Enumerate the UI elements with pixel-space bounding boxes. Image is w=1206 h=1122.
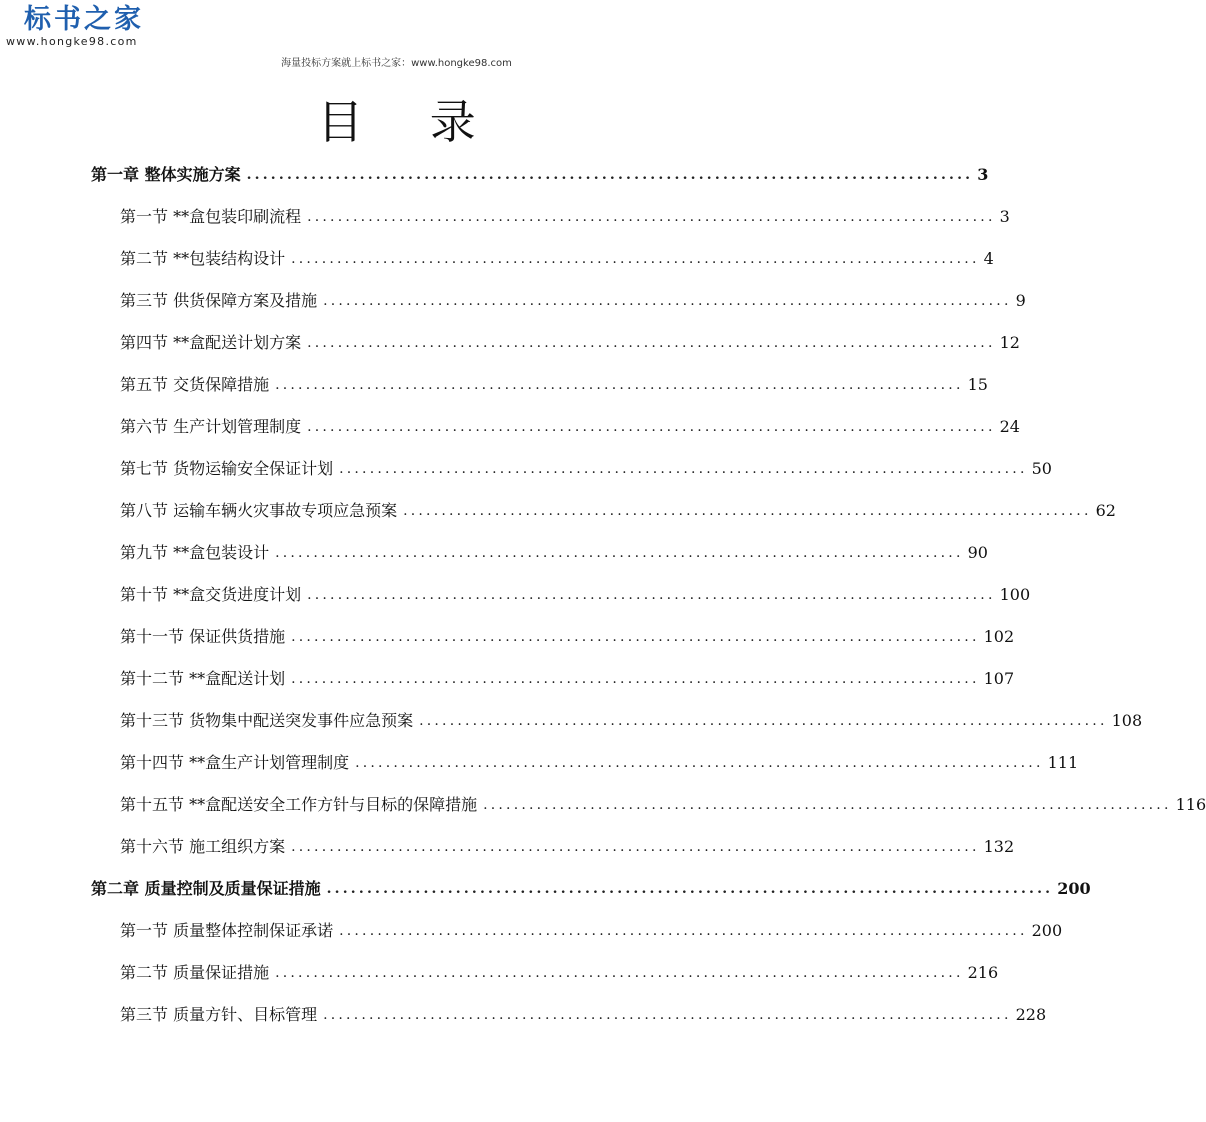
toc-entry-text: 第一节 **盒包装印刷流程 xyxy=(120,207,302,226)
toc-page-number: 100 xyxy=(999,585,1031,604)
toc-page-number: 9 xyxy=(1015,291,1026,310)
dot-leader: .......................................................................................... xyxy=(483,797,1172,813)
toc-entry-text: 第三节 供货保障方案及措施 xyxy=(120,291,318,310)
toc-page-number: 62 xyxy=(1095,501,1116,520)
toc-entry-chapter[interactable] xyxy=(91,160,989,190)
dot-leader: .......................................................................................... xyxy=(339,923,1028,939)
toc-entry-section[interactable] xyxy=(120,202,1010,232)
toc-page-number: 216 xyxy=(967,963,999,982)
dot-leader: .......................................................................................... xyxy=(307,419,996,435)
toc-entry-text: 第十一节 保证供货措施 xyxy=(120,627,286,646)
toc-entry-section[interactable] xyxy=(120,454,1052,484)
toc-entry-section[interactable] xyxy=(120,916,1063,946)
toc-entry-section[interactable] xyxy=(120,790,1206,820)
dot-leader: .......................................................................................... xyxy=(323,293,1012,309)
site-logo xyxy=(6,4,166,48)
toc-page-number: 200 xyxy=(1031,921,1063,940)
toc-page-number: 90 xyxy=(967,543,988,562)
dot-leader: .......................................................................................... xyxy=(291,251,980,267)
toc-page-number: 12 xyxy=(999,333,1020,352)
toc-entry-text: 第五节 交货保障措施 xyxy=(120,375,270,394)
dot-leader: .......................................................................................... xyxy=(419,713,1108,729)
dot-leader: .......................................................................................... xyxy=(307,335,996,351)
logo-title: 标书之家 xyxy=(24,4,144,35)
toc-entry-text: 第九节 **盒包装设计 xyxy=(120,543,270,562)
toc-entry-text: 第六节 生产计划管理制度 xyxy=(120,417,302,436)
toc-page-number: 24 xyxy=(999,417,1020,436)
toc-entry-chapter[interactable] xyxy=(91,874,1091,904)
dot-leader: .......................................................................................... xyxy=(307,587,996,603)
toc-entry-text: 第十六节 施工组织方案 xyxy=(120,837,286,856)
toc-entry-section[interactable] xyxy=(120,412,1020,442)
toc-entry-section[interactable] xyxy=(120,706,1143,736)
toc-entry-section[interactable] xyxy=(120,664,1015,694)
dot-leader: .......................................................................................... xyxy=(339,461,1028,477)
toc-title: 目 录 xyxy=(317,95,502,149)
toc-entry-section[interactable] xyxy=(120,328,1020,358)
toc-entry-text: 第十四节 **盒生产计划管理制度 xyxy=(120,753,350,772)
toc-page-number: 132 xyxy=(983,837,1015,856)
dot-leader: .......................................................................................... xyxy=(403,503,1092,519)
toc-page-number: 116 xyxy=(1175,795,1206,814)
dot-leader: .......................................................................................... xyxy=(291,629,980,645)
dot-leader: .......................................................................................... xyxy=(246,167,974,183)
logo-url: www.hongke98.com xyxy=(6,35,138,48)
dot-leader: .......................................................................................... xyxy=(291,839,980,855)
toc-entry-text: 第一节 质量整体控制保证承诺 xyxy=(120,921,334,940)
toc-entry-text: 第十节 **盒交货进度计划 xyxy=(120,585,302,604)
toc-entry-text: 第八节 运输车辆火灾事故专项应急预案 xyxy=(120,501,398,520)
dot-leader: .......................................................................................... xyxy=(275,545,964,561)
toc-page-number: 108 xyxy=(1111,711,1143,730)
toc-entry-section[interactable] xyxy=(120,622,1015,652)
toc-entry-section[interactable] xyxy=(120,538,988,568)
toc-entry-text: 第二节 质量保证措施 xyxy=(120,963,270,982)
toc-page-number: 3 xyxy=(977,165,989,184)
toc-entry-section[interactable] xyxy=(120,1000,1047,1030)
dot-leader: .......................................................................................... xyxy=(355,755,1044,771)
dot-leader: .......................................................................................... xyxy=(275,965,964,981)
toc-page-number: 4 xyxy=(983,249,994,268)
toc-page-number: 200 xyxy=(1057,879,1091,898)
toc-entry-text: 第二节 **包装结构设计 xyxy=(120,249,286,268)
toc-entry-section[interactable] xyxy=(120,244,994,274)
dot-leader: .......................................................................................... xyxy=(275,377,964,393)
toc-entry-section[interactable] xyxy=(120,580,1031,610)
toc-entry-section[interactable] xyxy=(120,832,1015,862)
toc-entry-text: 第三节 质量方针、目标管理 xyxy=(120,1005,318,1024)
toc-entry-section[interactable] xyxy=(120,748,1079,778)
toc-entry-section[interactable] xyxy=(120,370,988,400)
toc-page-number: 228 xyxy=(1015,1005,1047,1024)
toc-entry-section[interactable] xyxy=(120,496,1116,526)
toc-entry-text: 第七节 货物运输安全保证计划 xyxy=(120,459,334,478)
dot-leader: .......................................................................................... xyxy=(323,1007,1012,1023)
toc-page-number: 107 xyxy=(983,669,1015,688)
dot-leader: .......................................................................................... xyxy=(307,209,996,225)
toc-page-number: 111 xyxy=(1047,753,1079,772)
toc-entry-text: 第四节 **盒配送计划方案 xyxy=(120,333,302,352)
toc-entry-text: 第十二节 **盒配送计划 xyxy=(120,669,286,688)
toc-entry-text: 第十三节 货物集中配送突发事件应急预案 xyxy=(120,711,414,730)
toc-entry-text: 第一章 整体实施方案 xyxy=(91,165,241,184)
toc-page-number: 3 xyxy=(999,207,1010,226)
dot-leader: .......................................................................................... xyxy=(291,671,980,687)
toc-page-number: 102 xyxy=(983,627,1015,646)
toc-entry-section[interactable] xyxy=(120,286,1026,316)
toc-entry-section[interactable] xyxy=(120,958,999,988)
dot-leader: .......................................................................................... xyxy=(326,881,1054,897)
header-promo-text: 海量投标方案就上标书之家：www.hongke98.com xyxy=(281,58,512,69)
toc-page-number: 50 xyxy=(1031,459,1052,478)
toc-entry-text: 第二章 质量控制及质量保证措施 xyxy=(91,879,321,898)
toc-page-number: 15 xyxy=(967,375,988,394)
toc-entry-text: 第十五节 **盒配送安全工作方针与目标的保障措施 xyxy=(120,795,478,814)
